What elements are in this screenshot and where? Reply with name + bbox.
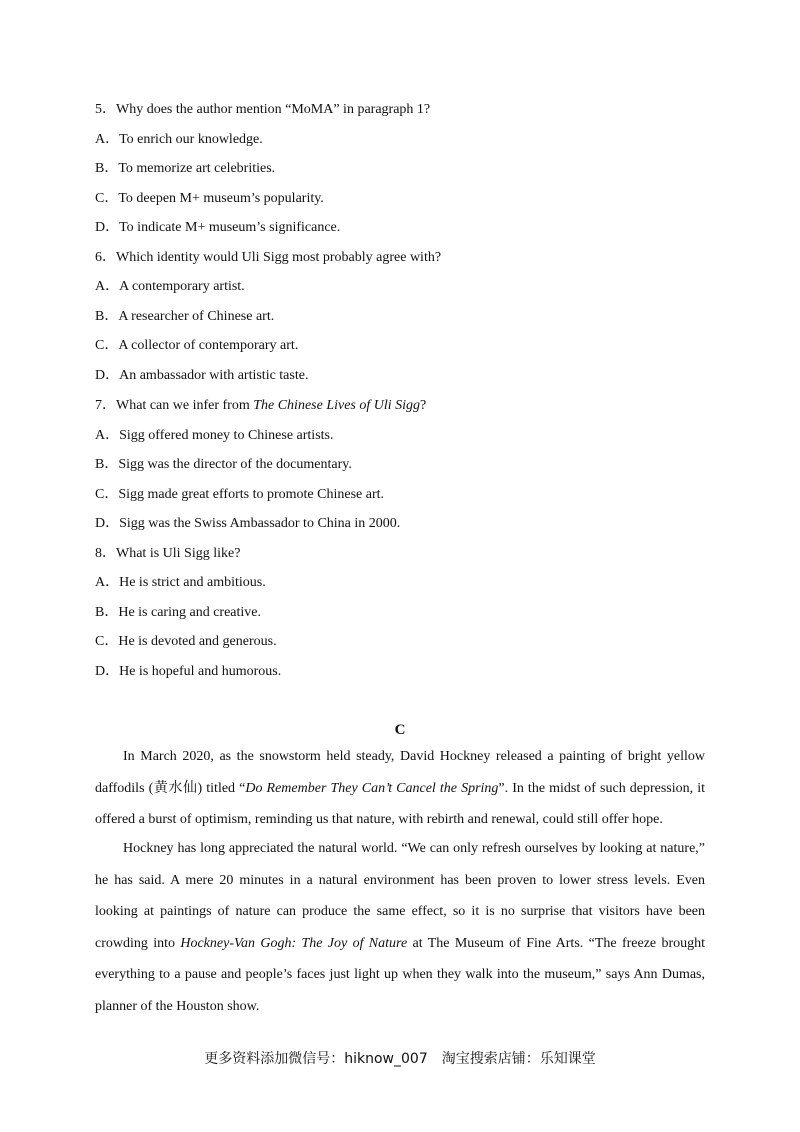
exhibition-title: Hockney-Van Gogh: The Joy of Nature bbox=[180, 935, 408, 951]
question-5-option-b: B．To memorize art celebrities. bbox=[95, 161, 276, 176]
passage-paragraph-1 bbox=[95, 741, 705, 836]
paragraph-2-text-a: Hockney has long appreciated the natural world. “We can only refresh ourselves by looking at nature,” he has said. A mere 20 minutes in a natural environment has been proven to lower stress levels. Even looking at paintings of nature can produce the same effect, so it is no surprise that visitors have been crowding into bbox=[95, 841, 705, 951]
paragraph-1-text-b: ”. In the midst of such depression, it offered a burst of optimism, reminding us that nature, with rebirth and renewal, could still offer hope. bbox=[95, 780, 705, 827]
question-7-stem bbox=[95, 394, 426, 414]
question-6-option-b: B．A researcher of Chinese art. bbox=[95, 309, 275, 324]
section-heading: C bbox=[394, 722, 406, 738]
question-8-option-a: A．He is strict and ambitious. bbox=[95, 575, 266, 590]
question-5-option-c: C．To deepen M+ museum’s popularity. bbox=[95, 191, 324, 206]
question-8-stem: 8．What is Uli Sigg like? bbox=[95, 546, 241, 561]
question-8-option-b: B．He is caring and creative. bbox=[95, 605, 261, 620]
question-7-option-a: A．Sigg offered money to Chinese artists. bbox=[95, 428, 334, 443]
question-7-stem-end: ? bbox=[420, 398, 427, 413]
question-5-stem: 5．Why does the author mention “MoMA” in paragraph 1? bbox=[95, 102, 431, 117]
question-8-option-d: D．He is hopeful and humorous. bbox=[95, 664, 282, 679]
question-7-stem-text: 7．What can we infer from bbox=[95, 398, 254, 413]
question-5-option-d: D．To indicate M+ museum’s significance. bbox=[95, 220, 341, 235]
paragraph-1-text-a: In March 2020, as the snowstorm held steady, David Hockney released a painting of bright yellow daffodils (黄水仙) titled “ bbox=[95, 749, 705, 796]
question-6-option-c: C．A collector of contemporary art. bbox=[95, 338, 299, 353]
documentary-title: The Chinese Lives of Uli Sigg bbox=[253, 398, 421, 413]
question-7-option-d: D．Sigg was the Swiss Ambassador to China in 2000. bbox=[95, 516, 401, 531]
question-8-option-c: C．He is devoted and generous. bbox=[95, 634, 277, 649]
paragraph-2-text-b: at The Museum of Fine Arts. “The freeze brought everything to a pause and people’s faces just light up when they walk into the museum,” says Ann Dumas, planner of the Houston show. bbox=[95, 935, 706, 1014]
question-6-option-d: D．An ambassador with artistic taste. bbox=[95, 368, 309, 383]
question-7-option-b: B．Sigg was the director of the documentary. bbox=[95, 457, 352, 472]
question-5-option-a: A．To enrich our knowledge. bbox=[95, 132, 263, 147]
passage-paragraph-2 bbox=[95, 833, 705, 1022]
painting-title: Do Remember They Can’t Cancel the Spring bbox=[245, 780, 499, 796]
page-footer: 更多资料添加微信号：hiknow_007 淘宝搜索店铺：乐知课堂 bbox=[204, 1051, 596, 1067]
question-6-stem: 6．Which identity would Uli Sigg most probably agree with? bbox=[95, 250, 442, 265]
question-6-option-a: A．A contemporary artist. bbox=[95, 279, 245, 294]
question-7-option-c: C．Sigg made great efforts to promote Chinese art. bbox=[95, 487, 385, 502]
